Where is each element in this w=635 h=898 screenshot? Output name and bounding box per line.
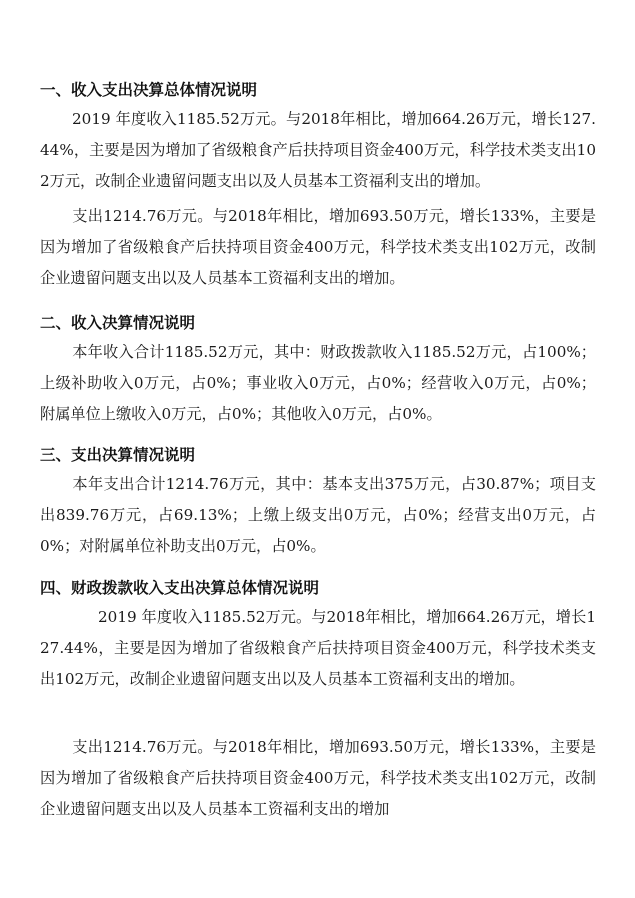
section-1-heading: 一、收入支出决算总体情况说明 <box>40 81 258 99</box>
section-4-paragraph-1-text: 2019 年度收入1185.52万元。与2018年相比，增加664.26万元，增长127.44%，主要是因为增加了省级粮食产后扶持项目资金400万元，科学技术类支出102万元，改制企业遗留问题支出以及人员基本工资福利支出的增加。 <box>40 608 596 688</box>
section-2-paragraph-1-text: 本年收入合计1185.52万元，其中：财政拨款收入1185.52万元，占100%；上级补助收入0万元，占0%；事业收入0万元，占0%；经营收入0万元，占0%；附属单位上缴收入0万元，占0%；其他收入0万元，占0%。 <box>40 343 596 423</box>
section-3-heading: 三、支出决算情况说明 <box>40 446 196 464</box>
section-4-heading: 四、财政拨款收入支出决算总体情况说明 <box>40 579 320 597</box>
section-3-paragraph-1 <box>40 469 596 562</box>
section-3-paragraph-1-text: 本年支出合计1214.76万元，其中：基本支出375万元，占30.87%；项目支出839.76万元，占69.13%；上缴上级支出0万元，占0%；经营支出0万元，占0%；对附属单位补助支出0万元，占0%。 <box>40 475 596 555</box>
section-1-paragraph-2-text: 支出1214.76万元。与2018年相比，增加693.50万元，增长133%，主要是因为增加了省级粮食产后扶持项目资金400万元，科学技术类支出102万元，改制企业遗留问题支出以及人员基本工资福利支出的增加。 <box>40 207 596 287</box>
section-2-paragraph-1 <box>40 337 596 430</box>
section-1-paragraph-1-text: 2019 年度收入1185.52万元。与2018年相比，增加664.26万元，增长127.44%，主要是因为增加了省级粮食产后扶持项目资金400万元，科学技术类支出102万元，改制企业遗留问题支出以及人员基本工资福利支出的增加。 <box>40 110 596 190</box>
section-4-paragraph-2 <box>40 732 596 825</box>
section-2-heading: 二、收入决算情况说明 <box>40 314 196 332</box>
section-1-paragraph-2 <box>40 201 596 294</box>
section-4-paragraph-1 <box>40 602 596 695</box>
section-4-paragraph-2-text: 支出1214.76万元。与2018年相比，增加693.50万元，增长133%，主要是因为增加了省级粮食产后扶持项目资金400万元，科学技术类支出102万元，改制企业遗留问题支出以及人员基本工资福利支出的增加 <box>40 738 596 818</box>
section-1-paragraph-1 <box>40 104 596 197</box>
